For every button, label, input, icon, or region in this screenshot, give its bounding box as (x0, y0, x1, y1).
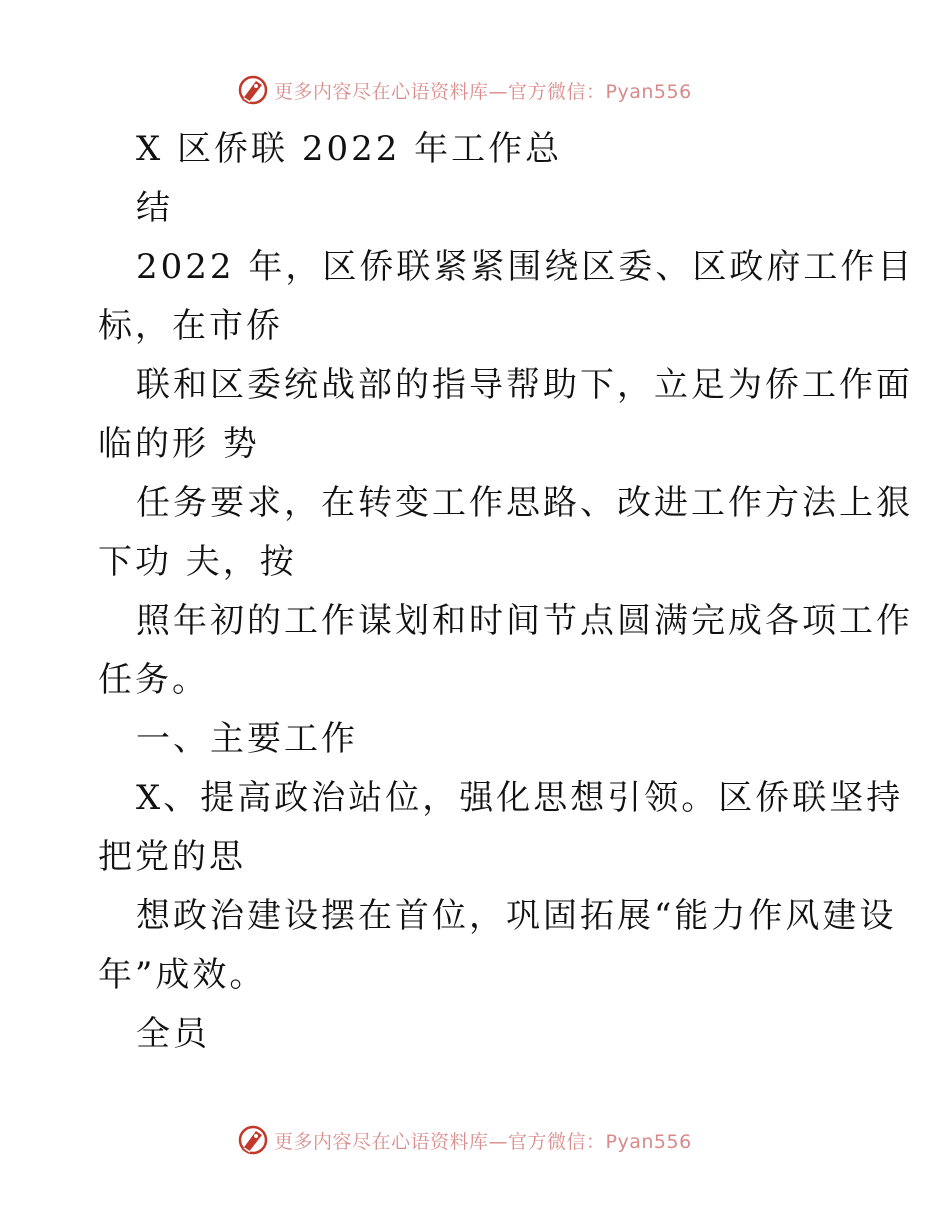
footer-banner (236, 1123, 692, 1157)
header-banner-text: 更多内容尽在心语资料库—官方微信：Pyan556 (274, 80, 692, 103)
doc-line: 照年初的工作谋划和时间节点圆满完成各项工作 (136, 601, 913, 641)
doc-line: X 区侨联 2022 年工作总 (136, 129, 563, 169)
doc-line: 任务要求，在转变工作思路、改进工作方法上狠 (136, 483, 913, 523)
footer-banner-text: 更多内容尽在心语资料库—官方微信：Pyan556 (274, 1130, 692, 1153)
header-banner (236, 73, 692, 107)
document-body (98, 120, 915, 1064)
doc-line: 把党的思 (98, 837, 246, 877)
doc-line: 想政治建设摆在首位，巩固拓展“能力作风建设 (136, 896, 897, 936)
doc-line: 任务。 (98, 660, 209, 700)
doc-line: 结 (136, 188, 173, 228)
section-heading: 一、主要工作 (136, 719, 358, 759)
doc-line: 标，在市侨 (98, 306, 283, 346)
doc-line: 临的形 势 (98, 424, 260, 464)
pen-nib-logo-icon (236, 73, 270, 107)
doc-line: X、提高政治站位，强化思想引领。区侨联坚持 (136, 778, 904, 818)
doc-line: 全员 (136, 1014, 210, 1054)
doc-line: 下功 夫，按 (98, 542, 297, 582)
doc-line: 联和区委统战部的指导帮助下，立足为侨工作面 (136, 365, 913, 405)
doc-line: 年”成效。 (98, 955, 267, 995)
doc-line: 2022 年，区侨联紧紧围绕区委、区政府工作目 (136, 247, 915, 287)
pen-nib-logo-icon (236, 1123, 270, 1157)
